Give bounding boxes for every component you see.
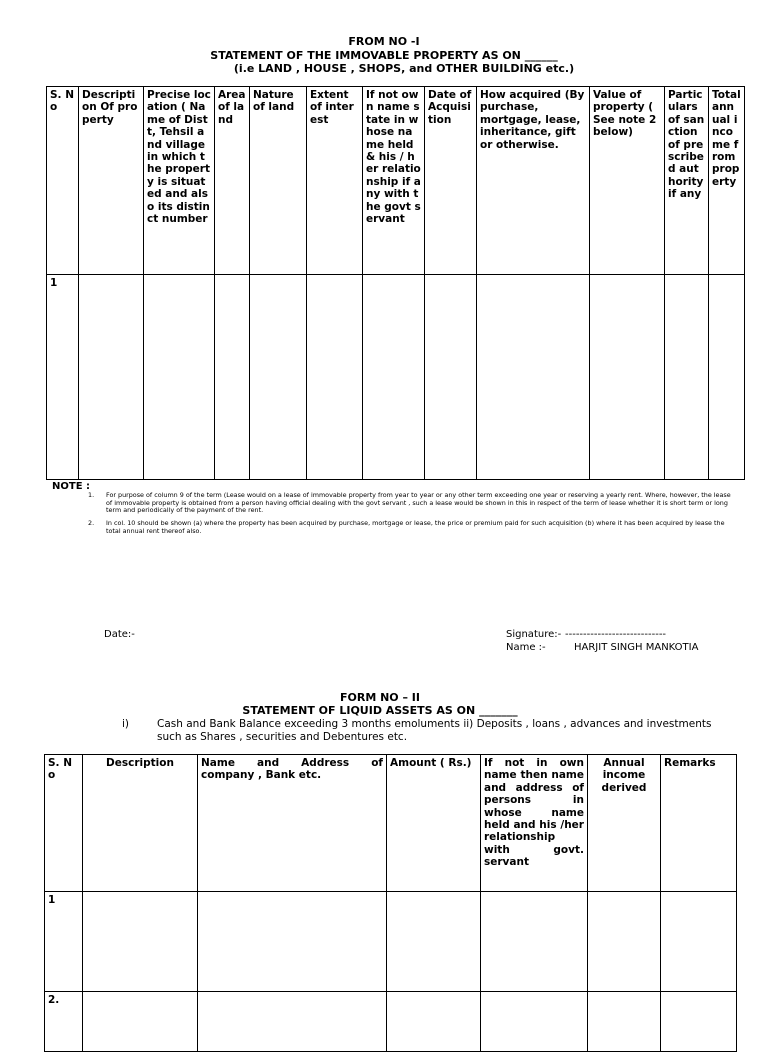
table-header-row xyxy=(45,755,737,892)
table-header-row xyxy=(47,87,745,275)
header-cell: Extent of interest xyxy=(307,87,363,275)
liquid-assets-table xyxy=(44,754,737,1052)
table-cell[interactable] xyxy=(665,275,709,480)
signature-line[interactable]: ---------------------------- xyxy=(565,629,667,640)
table-cell[interactable] xyxy=(481,992,588,1052)
table-cell[interactable] xyxy=(250,275,307,480)
form2-item-text: Cash and Bank Balance exceeding 3 months emoluments ii) Deposits , loans , advances and investments such as Shares , securities and Debentures etc. xyxy=(157,718,712,743)
header-cell: Value of property ( See note 2 below) xyxy=(590,87,665,275)
form2-subtitle: STATEMENT OF LIQUID ASSETS AS ON _______ xyxy=(242,704,518,717)
header-cell: Nature of land xyxy=(250,87,307,275)
header-cell: How acquired (By purchase, mortgage, lease, inheritance, gift or otherwise. xyxy=(477,87,590,275)
note-2-number: 2. xyxy=(88,519,95,527)
date-label: Date:- xyxy=(104,629,135,640)
table-cell[interactable] xyxy=(425,275,477,480)
name-value: HARJIT SINGH MANKOTIA xyxy=(574,642,699,653)
table-cell[interactable] xyxy=(83,892,198,992)
table-cell[interactable] xyxy=(198,892,387,992)
table-row xyxy=(47,275,745,480)
table-cell[interactable] xyxy=(215,275,250,480)
table-row xyxy=(45,992,737,1052)
header-cell: Precise location ( Name of Distt, Tehsil and village in which the property is situated and also its distinct number xyxy=(144,87,215,275)
table-cell[interactable] xyxy=(661,992,737,1052)
note-1-number: 1. xyxy=(88,491,95,499)
header-cell: Description Of property xyxy=(79,87,144,275)
table-cell[interactable] xyxy=(590,275,665,480)
table-cell[interactable] xyxy=(661,892,737,992)
header-cell: Description xyxy=(83,755,198,892)
signature-label: Signature:- xyxy=(506,629,562,640)
form1-subtitle2: (i.e LAND , HOUSE , SHOPS, and OTHER BUILDING etc.) xyxy=(233,62,575,75)
name-label: Name :- xyxy=(506,642,546,653)
table-cell[interactable] xyxy=(307,275,363,480)
header-cell: Area of land xyxy=(215,87,250,275)
table-cell[interactable] xyxy=(387,892,481,992)
header-cell: S. No xyxy=(45,755,83,892)
form2-item-number: i) xyxy=(122,718,130,730)
table-cell[interactable] xyxy=(481,892,588,992)
header-cell: Name and Address of company , Bank etc. xyxy=(198,755,387,892)
header-cell: Date of Acquisition xyxy=(425,87,477,275)
header-cell: Amount ( Rs.) xyxy=(387,755,481,892)
header-cell: If not own name state in whose name held & his / her relationship if any with the govt servant xyxy=(363,87,425,275)
row-number: 1 xyxy=(47,275,79,480)
table-row xyxy=(45,892,737,992)
table-cell[interactable] xyxy=(477,275,590,480)
table-cell[interactable] xyxy=(363,275,425,480)
note-2-text: In col. 10 should be shown (a) where the property has been acquired by purchase, mortgage or lease, the price or premium paid for such acquisition (b) where it has been acquired by lease the total annual rent thereof also. xyxy=(106,519,725,535)
header-cell: If not in own name then name and address of persons in whose name held and his /her relationship with govt. servant xyxy=(481,755,588,892)
form1-subtitle: STATEMENT OF THE IMMOVABLE PROPERTY AS ON ______ xyxy=(210,49,558,62)
form2-title: FORM NO – II xyxy=(339,691,420,704)
table-cell[interactable] xyxy=(588,992,661,1052)
header-cell: Remarks xyxy=(661,755,737,892)
row-number: 1 xyxy=(45,892,83,992)
header-cell: S. No xyxy=(47,87,79,275)
form1-title: FROM NO -I xyxy=(348,35,420,48)
table-cell[interactable] xyxy=(387,992,481,1052)
header-cell: Total annual income from property xyxy=(709,87,745,275)
table-cell[interactable] xyxy=(83,992,198,1052)
table-cell[interactable] xyxy=(709,275,745,480)
immovable-property-table xyxy=(46,86,745,480)
note-label: NOTE : xyxy=(52,481,91,492)
header-cell: Particulars of sanction of prescribed authority if any xyxy=(665,87,709,275)
header-cell: Annual income derived xyxy=(588,755,661,892)
table-cell[interactable] xyxy=(79,275,144,480)
table-cell[interactable] xyxy=(588,892,661,992)
note-1-text: For purpose of column 9 of the term (Lease would on a lease of immovable property from year to year or any other term exceeding one year or reserving a yearly rent. Where, however, the lease of immovable property is obtained from a person having official dealing with the govt servant , such a lease would be shown in this in respect of the term of lease whether it is short term or long term and periodically of the payment of the rent. xyxy=(106,491,731,515)
table-cell[interactable] xyxy=(144,275,215,480)
table-cell[interactable] xyxy=(198,992,387,1052)
row-number: 2. xyxy=(45,992,83,1052)
